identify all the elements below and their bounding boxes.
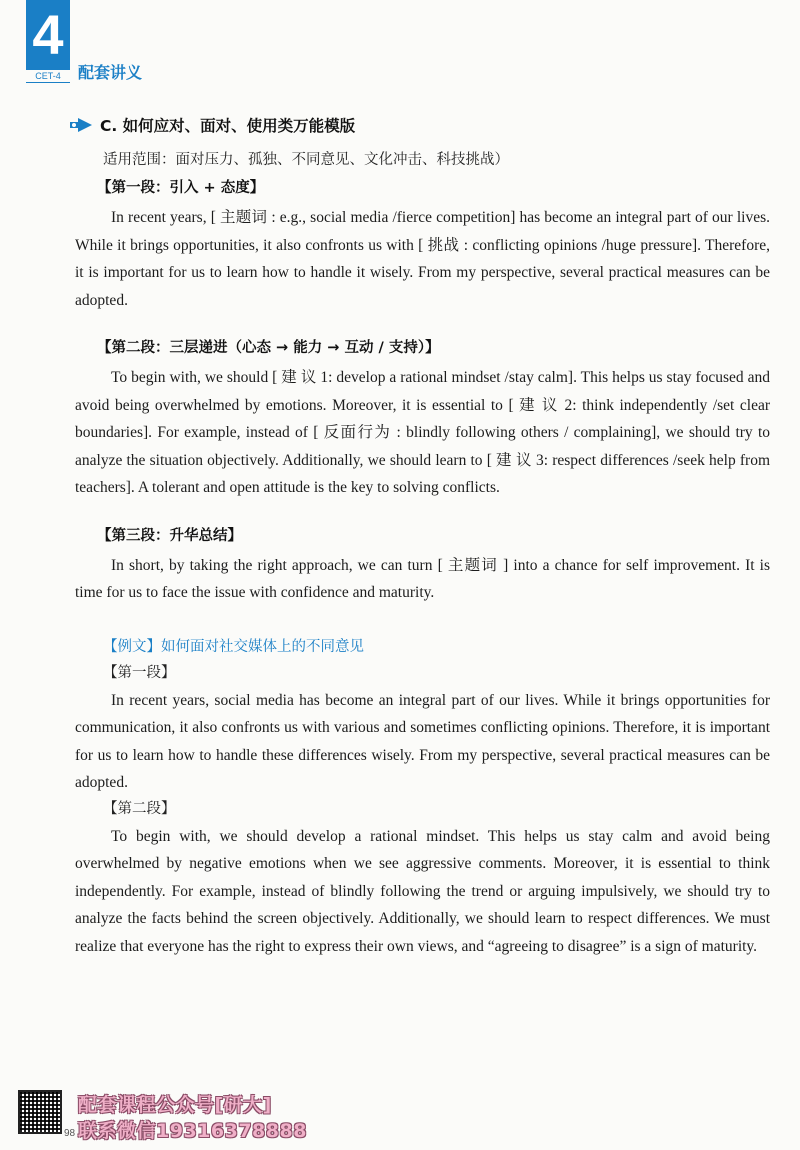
template-p3-heading: 【第三段：升华总结】 (97, 527, 242, 544)
page-footer (18, 1090, 318, 1150)
sample-title: 【例文】如何面对社交媒体上的不同意见 (103, 638, 364, 655)
template-p1-heading: 【第一段：引入 + 态度】 (97, 180, 265, 196)
template-p2-text: To begin with, we should [ 建 议 1: develop a rational mindset /stay calm]. This helps us stay focused and avoid being overwhelmed by emotions. Moreover, it is essential to [ 建 议 2: think independently /set clear boundaries]. For example, instead of [ 反面行为 : blindly following others / complaining], we should try to analyze the situation objectively. Additionally, we should learn to [ 建 议 3: respect differences /seek help from teachers]. A tolerant and open attitude is the key to solving conflicts. (75, 369, 770, 496)
arrow-right-icon (70, 118, 94, 132)
section-title-text: C. 如何应对、面对、使用类万能模版 (100, 117, 356, 135)
page-content (75, 112, 770, 960)
sample-p2-heading: 【第二段】 (103, 800, 176, 817)
sample-p2-text: To begin with, we should develop a rational mindset. This helps us stay calm and avoid being overwhelmed by negative emotions when we see aggressive comments. Moreover, it is essential to think independently. For example, instead of blindly following the trend or arguing impulsively, we should try to analyze the facts behind the screen objectively. Additionally, we should learn to respect differences. We must realize that everyone has the right to express their own views, and “agreeing to disagree” is a sign of maturity. (75, 827, 770, 955)
template-p3-text: In short, by taking the right approach, we can turn [ 主题词 ] into a chance for self improvement. It is time for us to face the issue with confidence and maturity. (75, 556, 770, 601)
scope-text: 适用范围：面对压力、孤独、不同意见、文化冲击、科技挑战） (103, 152, 509, 168)
qr-code-icon (18, 1090, 62, 1134)
template-p2-heading: 【第二段：三层递进（心态 → 能力 → 互动 / 支持）】 (97, 340, 440, 356)
watermark-line-2: 联系微信19316378888 (78, 1120, 307, 1142)
watermark-line-1: 配套课程公众号[研大] (78, 1094, 272, 1116)
template-p1-text: In recent years, [ 主题词 : e.g., social media /fierce competition] has become an integral part of our lives. While it brings opportunities, it also confronts us with [ 挑战 : conflicting opinions /huge pressure]. Therefore, it is important for us to learn how to handle it wisely. From my perspective, several practical measures can be adopted. (75, 209, 770, 309)
chapter-tag: CET-4 (26, 70, 70, 83)
page-header (26, 0, 166, 95)
chapter-number: 4 (26, 0, 70, 70)
sample-p1-text: In recent years, social media has become an integral part of our lives. While it brings opportunities for communication, it also confronts us with various and sometimes conflicting opinions. Therefore, it is important for us to learn how to handle these differences wisely. From my perspective, several practical measures can be adopted. (75, 691, 770, 791)
sample-p1-heading: 【第一段】 (103, 664, 176, 681)
section-title (70, 112, 770, 138)
page-number: 98 (64, 1128, 76, 1139)
chapter-title: 配套讲义 (78, 63, 143, 82)
